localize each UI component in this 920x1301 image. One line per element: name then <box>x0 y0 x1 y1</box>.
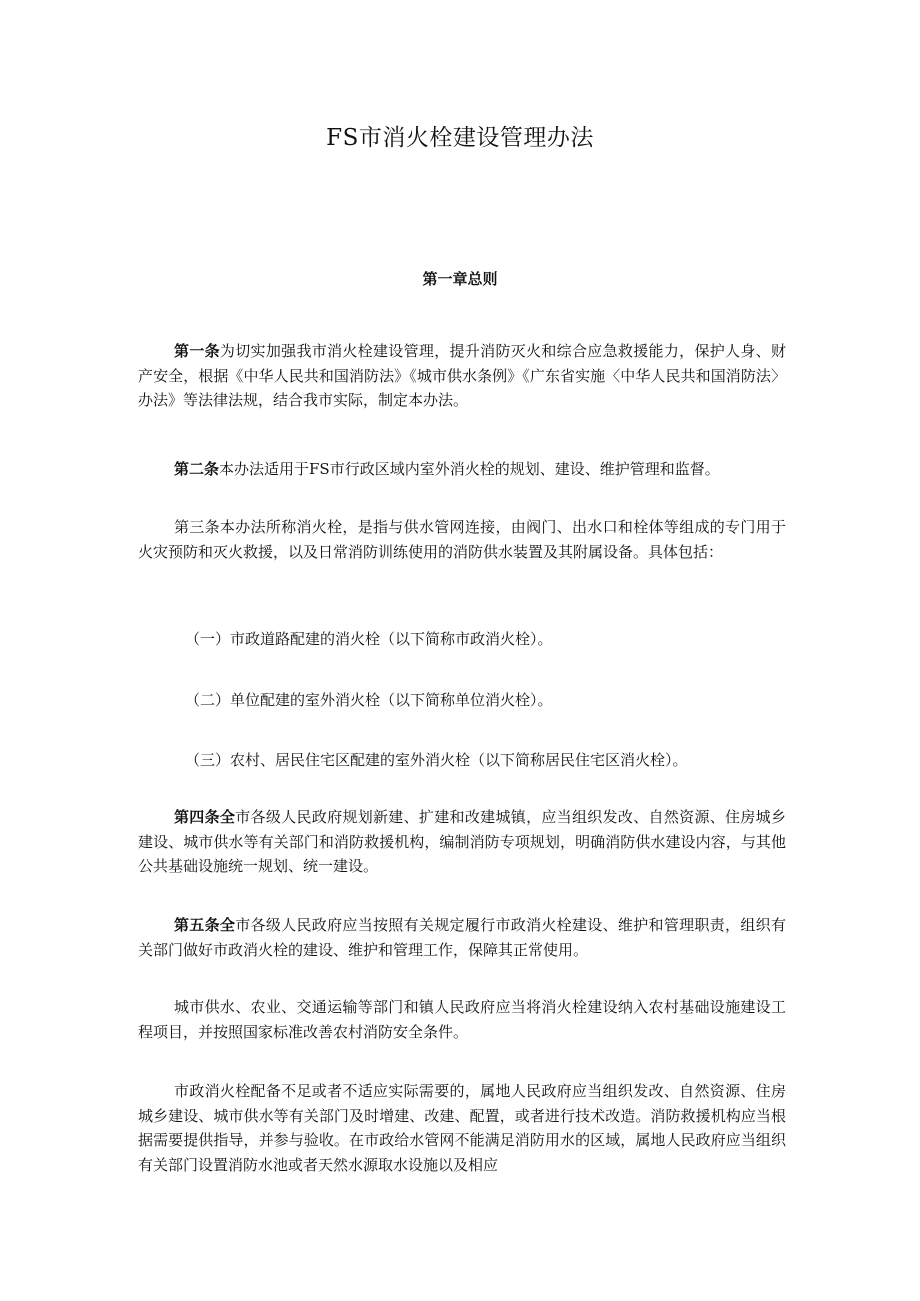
article-2-text: 本办法适用于FS市行政区域内室外消火栓的规划、建设、维护管理和监督。 <box>219 460 720 478</box>
list-item-1: （一）市政道路配建的消火栓（以下简称市政消火栓）。 <box>185 630 553 648</box>
article-1 <box>138 339 786 413</box>
article-5-text: 市各级人民政府应当按照有关规定履行市政消火栓建设、维护和管理职责，组织有关部门做好市政消火栓的建设、维护和管理工作，保障其正常使用。 <box>138 916 786 959</box>
list-item-2: （二）单位配建的室外消火栓（以下简称单位消火栓）。 <box>185 691 553 709</box>
chapter-heading: 第一章总则 <box>422 270 498 288</box>
article-5-label: 第五条全 <box>174 916 236 934</box>
article-1-text: 为切实加强我市消火栓建设管理，提升消防灭火和综合应急救援能力，保护人身、财产安全，根据《中华人民共和国消防法》《城市供水条例》《广东省实施〈中华人民共和国消防法〉办法》等法律法规，结合我市实际，制定本办法。 <box>138 342 786 409</box>
article-2 <box>138 457 786 482</box>
article-4-label: 第四条全 <box>174 808 236 826</box>
article-3: 第三条本办法所称消火栓，是指与供水管网连接，由阀门、出水口和栓体等组成的专门用于火灾预防和灭火救援，以及日常消防训练使用的消防供水装置及其附属设备。具体包括： <box>138 518 786 561</box>
document-title: FS市消火栓建设管理办法 <box>326 125 594 151</box>
article-2-label: 第二条 <box>174 460 220 478</box>
paragraph-municipal: 市政消火栓配备不足或者不适应实际需要的，属地人民政府应当组织发改、自然资源、住房城乡建设、城市供水等有关部门及时增建、改建、配置，或者进行技术改造。消防救援机构应当根据需要提供指导，并参与验收。在市政给水管网不能满足消防用水的区域，属地人民政府应当组织有关部门设置消防水池或者天然水源取水设施以及相应 <box>138 1082 786 1174</box>
article-4-text: 市各级人民政府规划新建、扩建和改建城镇，应当组织发改、自然资源、住房城乡建设、城市供水等有关部门和消防救援机构，编制消防专项规划，明确消防供水建设内容，与其他公共基础设施统一规划、统一建设。 <box>138 808 786 875</box>
article-5 <box>138 913 786 962</box>
paragraph-rural: 城市供水、农业、交通运输等部门和镇人民政府应当将消火栓建设纳入农村基础设施建设工程项目，并按照国家标准改善农村消防安全条件。 <box>138 998 786 1041</box>
list-item-3: （三）农村、居民住宅区配建的室外消火栓（以下简称居民住宅区消火栓）。 <box>185 751 688 769</box>
article-1-label: 第一条 <box>174 342 220 360</box>
article-4 <box>138 805 786 879</box>
